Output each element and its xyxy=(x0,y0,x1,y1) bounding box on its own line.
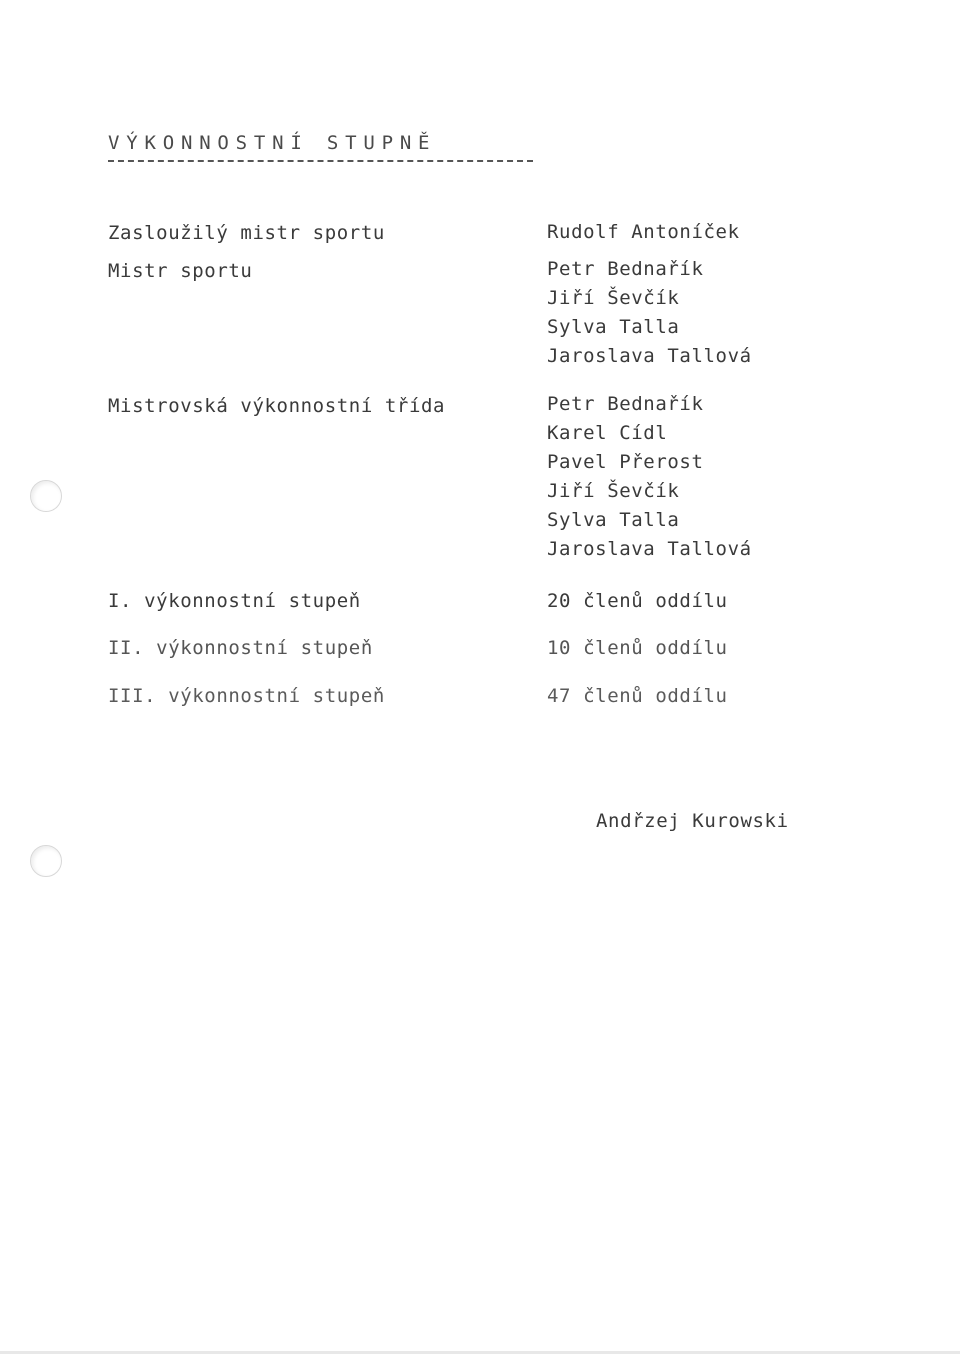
grade-label-1: I. výkonnostní stupeň xyxy=(108,590,361,612)
grade-value-1: 20 členů oddílu xyxy=(547,590,728,612)
name-entry: Petr Bednařík xyxy=(547,393,704,415)
rank-names-zasluzily-mistr xyxy=(547,218,740,247)
name-entry: Jiří Ševčík xyxy=(547,287,680,309)
name-entry: Sylva Talla xyxy=(547,316,680,338)
name-entry: Karel Cídl xyxy=(547,422,668,444)
name-entry: Pavel Přerost xyxy=(547,451,704,473)
rank-label-mistrovska-trida: Mistrovská výkonnostní třída xyxy=(108,395,446,417)
punch-hole-bottom xyxy=(30,845,62,877)
name-entry: Jaroslava Tallová xyxy=(547,538,752,560)
signature-name: Andřzej Kurowski xyxy=(596,810,789,832)
name-entry: Petr Bednařík xyxy=(547,258,704,280)
name-entry: Rudolf Antoníček xyxy=(547,221,740,243)
grade-label-3: III. výkonnostní stupeň xyxy=(108,685,385,707)
punch-hole-top xyxy=(30,480,62,512)
name-entry: Sylva Talla xyxy=(547,509,680,531)
page-title: VÝKONNOSTNÍ STUPNĚ xyxy=(108,132,437,154)
grade-value-3: 47 členů oddílu xyxy=(547,685,728,707)
rank-label-mistr-sportu: Mistr sportu xyxy=(108,260,253,282)
rank-names-mistr-sportu xyxy=(547,255,752,371)
rank-label-zasluzily-mistr: Zasloužilý mistr sportu xyxy=(108,222,385,244)
name-entry: Jaroslava Tallová xyxy=(547,345,752,367)
rank-names-mistrovska-trida xyxy=(547,390,752,564)
grade-value-2: 10 členů oddílu xyxy=(547,637,728,659)
title-underline xyxy=(108,160,533,162)
name-entry: Jiří Ševčík xyxy=(547,480,680,502)
grade-label-2: II. výkonnostní stupeň xyxy=(108,637,373,659)
